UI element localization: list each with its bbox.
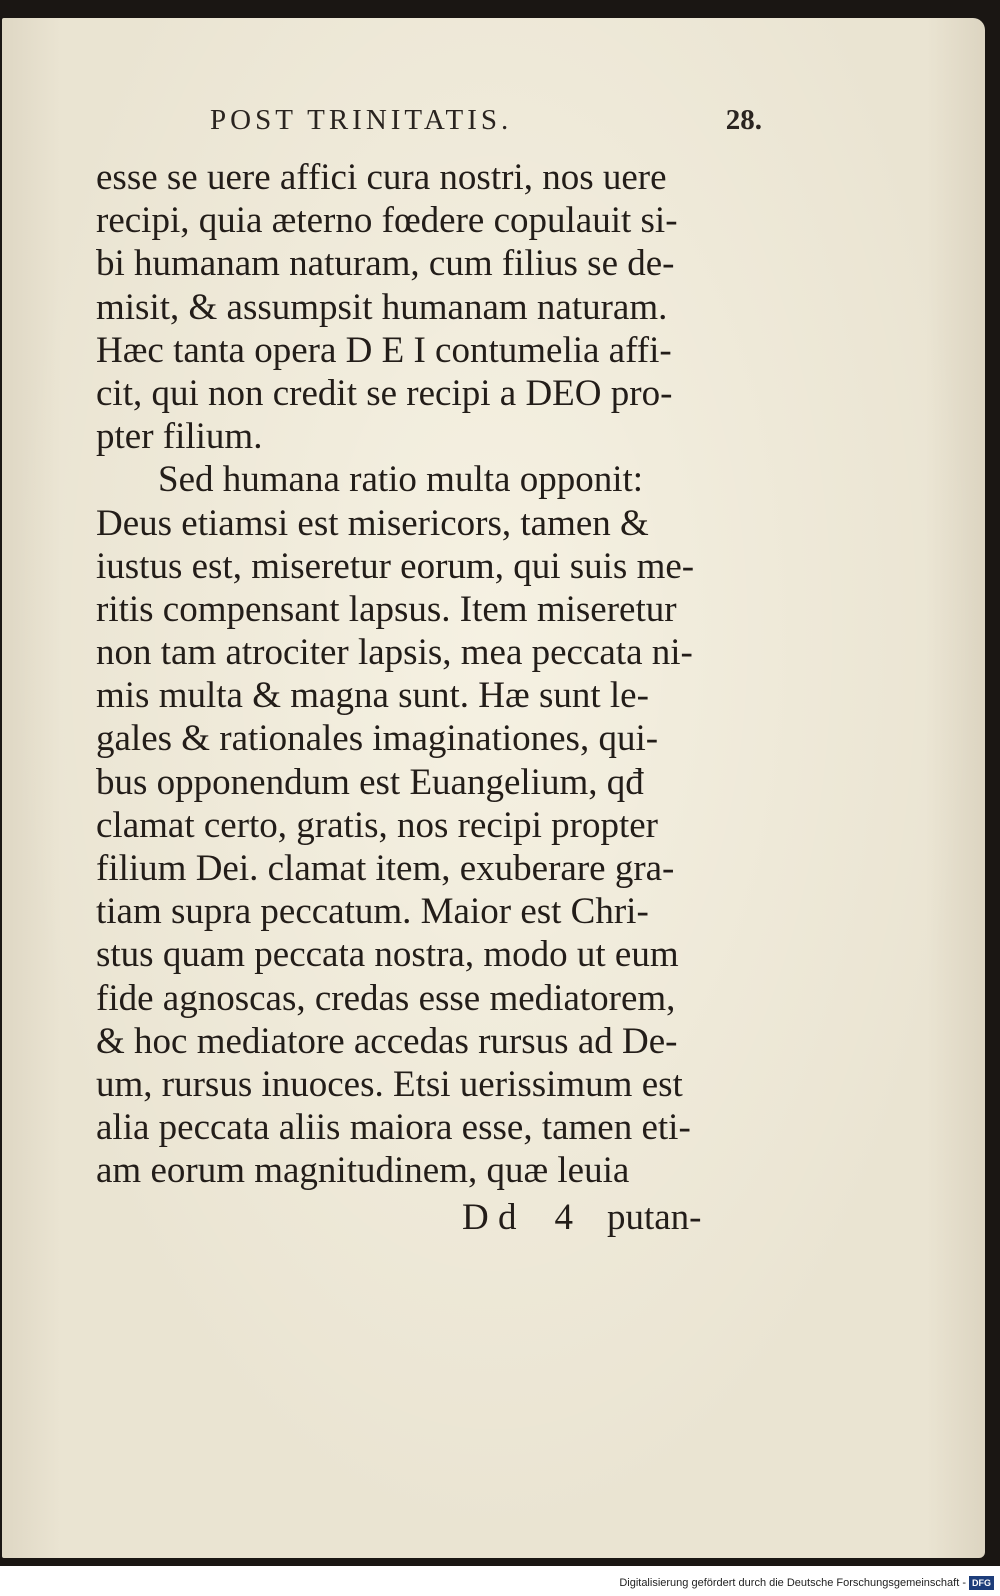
signature-mark: D d (462, 1197, 517, 1238)
text-line: non tam atrociter lapsis, mea peccata ni- (96, 632, 693, 674)
text-line: fide agnoscas, credas esse mediatorem, (96, 977, 676, 1019)
catchword: putan- (606, 1197, 702, 1238)
text-line: Deus etiamsi est misericors, tamen & (96, 502, 649, 544)
text-line: esse se uere affici cura nostri, nos uere (96, 157, 667, 198)
page-footer (462, 1196, 762, 1242)
text-line: alia peccata aliis maiora esse, tamen eti- (96, 1107, 691, 1149)
running-head: POST TRINITATIS. (210, 104, 513, 136)
text-line: recipi, quia æterno fœdere copulauit si- (96, 200, 678, 242)
text-line: & hoc mediatore accedas rursus ad De- (96, 1020, 678, 1062)
text-line: tiam supra peccatum. Maior est Chri- (96, 891, 649, 933)
text-line: clamat certo, gratis, nos recipi propter (96, 804, 658, 846)
text-line: Hæc tanta opera D E I contumelia affi- (96, 329, 672, 371)
text-line: filium Dei. clamat item, exuberare gra- (96, 848, 675, 889)
text-line: bi humanam naturam, cum filius se de- (96, 243, 675, 285)
text-line: stus quam peccata nostra, modo ut eum (96, 934, 679, 976)
body-text (96, 156, 756, 1193)
text-line: ritis compensant lapsus. Item miseretur (96, 588, 677, 630)
credit-text: Digitalisierung gefördert durch die Deutsche Forschungsgemeinschaft - (619, 1577, 966, 1589)
book-page (2, 18, 985, 1558)
text-line: misit, & assumpsit humanam naturam. (96, 286, 668, 328)
text-line: bus opponendum est Euangelium, qđ (96, 761, 644, 803)
signature-number: 4 (554, 1197, 573, 1238)
text-line: pter filium. (96, 416, 263, 458)
page-header (202, 104, 762, 140)
text-line: iustus est, miseretur eorum, qui suis me- (96, 545, 695, 587)
digitization-credit (619, 1575, 994, 1591)
text-line: um, rursus inuoces. Etsi uerissimum est (96, 1063, 683, 1105)
folio-number: 28. (725, 104, 762, 136)
dfg-logo[interactable]: DFG (969, 1576, 994, 1590)
paragraph-start-line: Sed humana ratio multa opponit: (158, 459, 644, 501)
text-line: mis multa & magna sunt. Hæ sunt le- (96, 675, 649, 717)
text-line: gales & rationales imaginationes, qui- (96, 718, 659, 760)
text-line: am eorum magnitudinem, quæ leuia (96, 1150, 630, 1192)
text-line: cit, qui non credit se recipi a DEO pro- (96, 372, 673, 414)
